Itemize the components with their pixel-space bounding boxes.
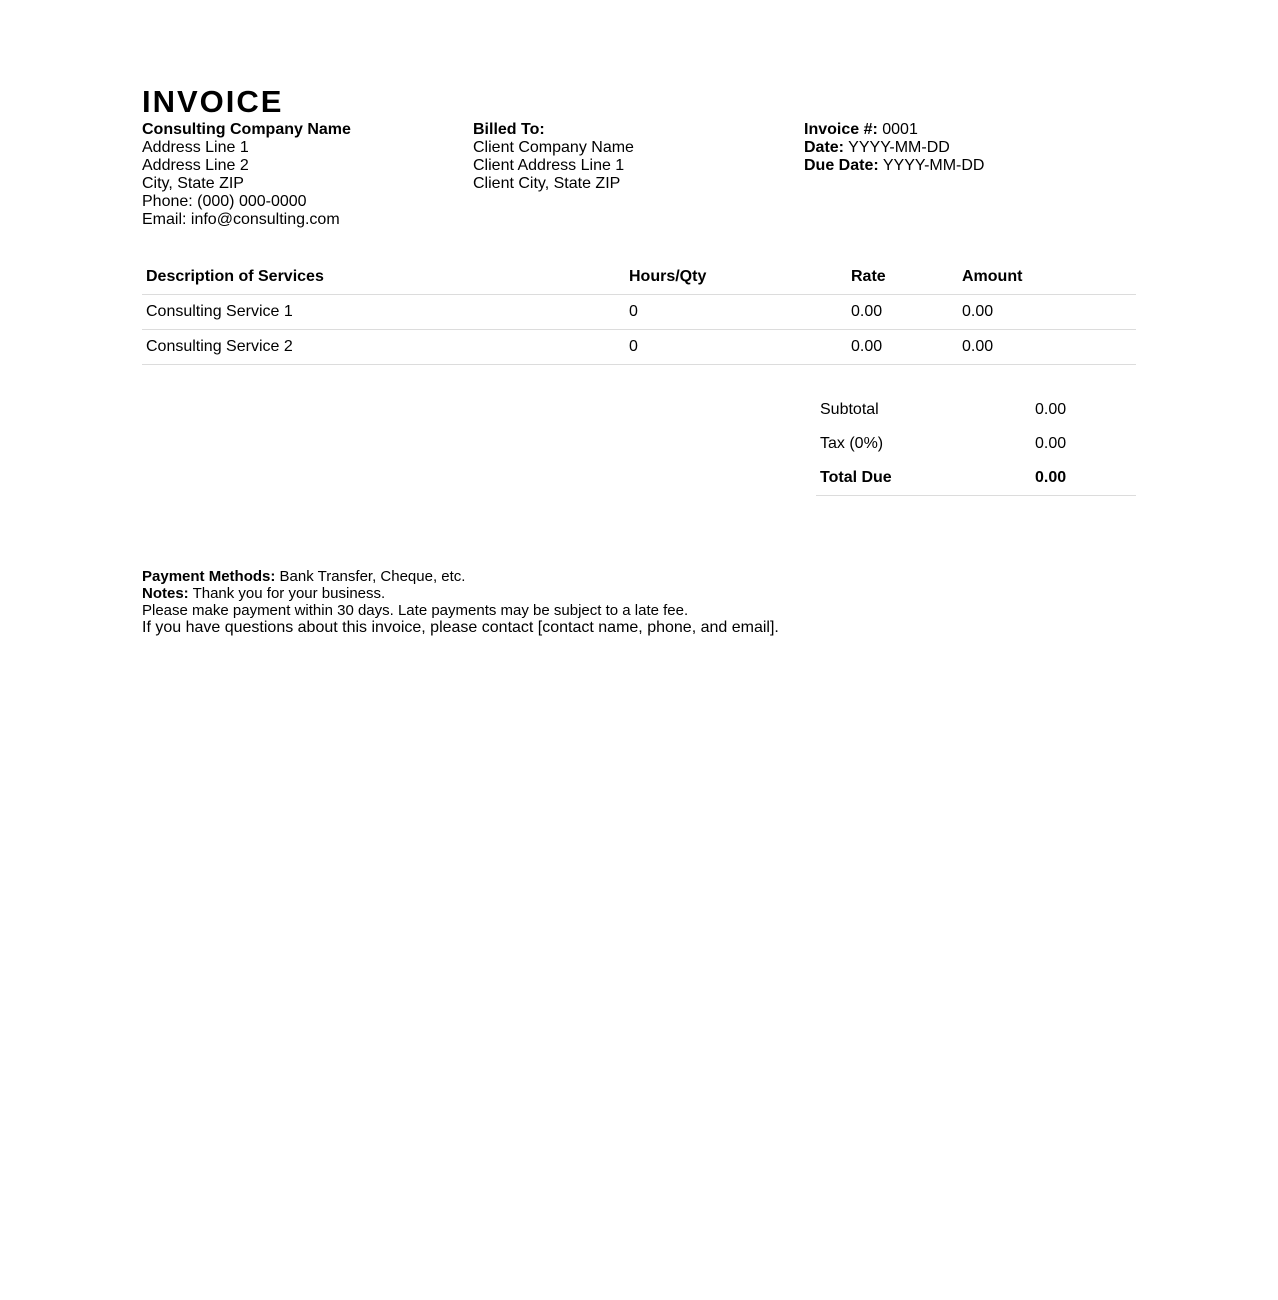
total-due-label: Total Due [816, 461, 1031, 496]
company-phone: Phone: (000) 000-0000 [142, 193, 307, 210]
due-date-value: YYYY-MM-DD [878, 157, 985, 174]
company-email: Email: info@consulting.com [142, 211, 340, 228]
contact-text: If you have questions about this invoice, please contact [contact name, phone, and email]. [142, 619, 779, 636]
invoice-date-line [804, 139, 1136, 157]
company-name: Consulting Company Name [142, 121, 351, 138]
subtotal-label: Subtotal [820, 401, 879, 418]
notes-line [142, 585, 1136, 602]
invoice-document [142, 84, 1136, 636]
invoice-meta [804, 121, 1136, 229]
cell-amount: 0.00 [958, 295, 1136, 330]
table-header-row [142, 260, 1136, 295]
header-rate: Rate [847, 260, 958, 295]
cell-description: Consulting Service 1 [142, 295, 625, 330]
header-amount: Amount [958, 260, 1136, 295]
cell-rate: 0.00 [847, 330, 958, 365]
tax-value: 0.00 [1035, 435, 1067, 452]
invoice-number-value: 0001 [877, 121, 918, 138]
due-date-label: Due Date: [804, 157, 879, 174]
table-row [142, 330, 1136, 365]
header-description: Description of Services [142, 260, 625, 295]
billed-to-label: Billed To: [473, 121, 545, 138]
client-city: Client City, State ZIP [473, 175, 621, 192]
invoice-header [142, 121, 1136, 229]
header-hours: Hours/Qty [625, 260, 847, 295]
totals-table [816, 393, 1136, 496]
table-row [142, 295, 1136, 330]
invoice-number-label: Invoice #: [804, 121, 878, 138]
company-address-2: Address Line 2 [142, 157, 249, 174]
invoice-date-label: Date: [804, 139, 845, 156]
cell-rate: 0.00 [847, 295, 958, 330]
tax-label: Tax (0%) [820, 435, 884, 452]
cell-description: Consulting Service 2 [142, 330, 625, 365]
invoice-footer [142, 568, 1136, 636]
client-name: Client Company Name [473, 139, 634, 156]
invoice-title: INVOICE [142, 84, 284, 119]
payment-terms-text: Please make payment within 30 days. Late payments may be subject to a late fee. [142, 602, 689, 619]
cell-hours: 0 [625, 330, 847, 365]
due-date-line [804, 157, 1136, 175]
invoice-date-value: YYYY-MM-DD [844, 139, 950, 156]
payment-methods-label: Payment Methods: [142, 568, 276, 585]
cell-hours: 0 [625, 295, 847, 330]
total-due-row [816, 461, 1136, 496]
company-info [142, 121, 473, 229]
company-city: City, State ZIP [142, 175, 244, 192]
billed-to-info [473, 121, 804, 229]
total-due-value: 0.00 [1031, 461, 1136, 496]
notes-value: Thank you for your business. [188, 585, 386, 602]
services-table [142, 260, 1136, 365]
payment-methods-line [142, 568, 1136, 585]
cell-amount: 0.00 [958, 330, 1136, 365]
subtotal-row [816, 393, 1136, 427]
payment-methods-value: Bank Transfer, Cheque, etc. [275, 568, 466, 585]
subtotal-value: 0.00 [1035, 401, 1067, 418]
client-address-1: Client Address Line 1 [473, 157, 625, 174]
invoice-number-line [804, 121, 1136, 139]
notes-label: Notes: [142, 585, 189, 602]
company-address-1: Address Line 1 [142, 139, 249, 156]
tax-row [816, 427, 1136, 461]
